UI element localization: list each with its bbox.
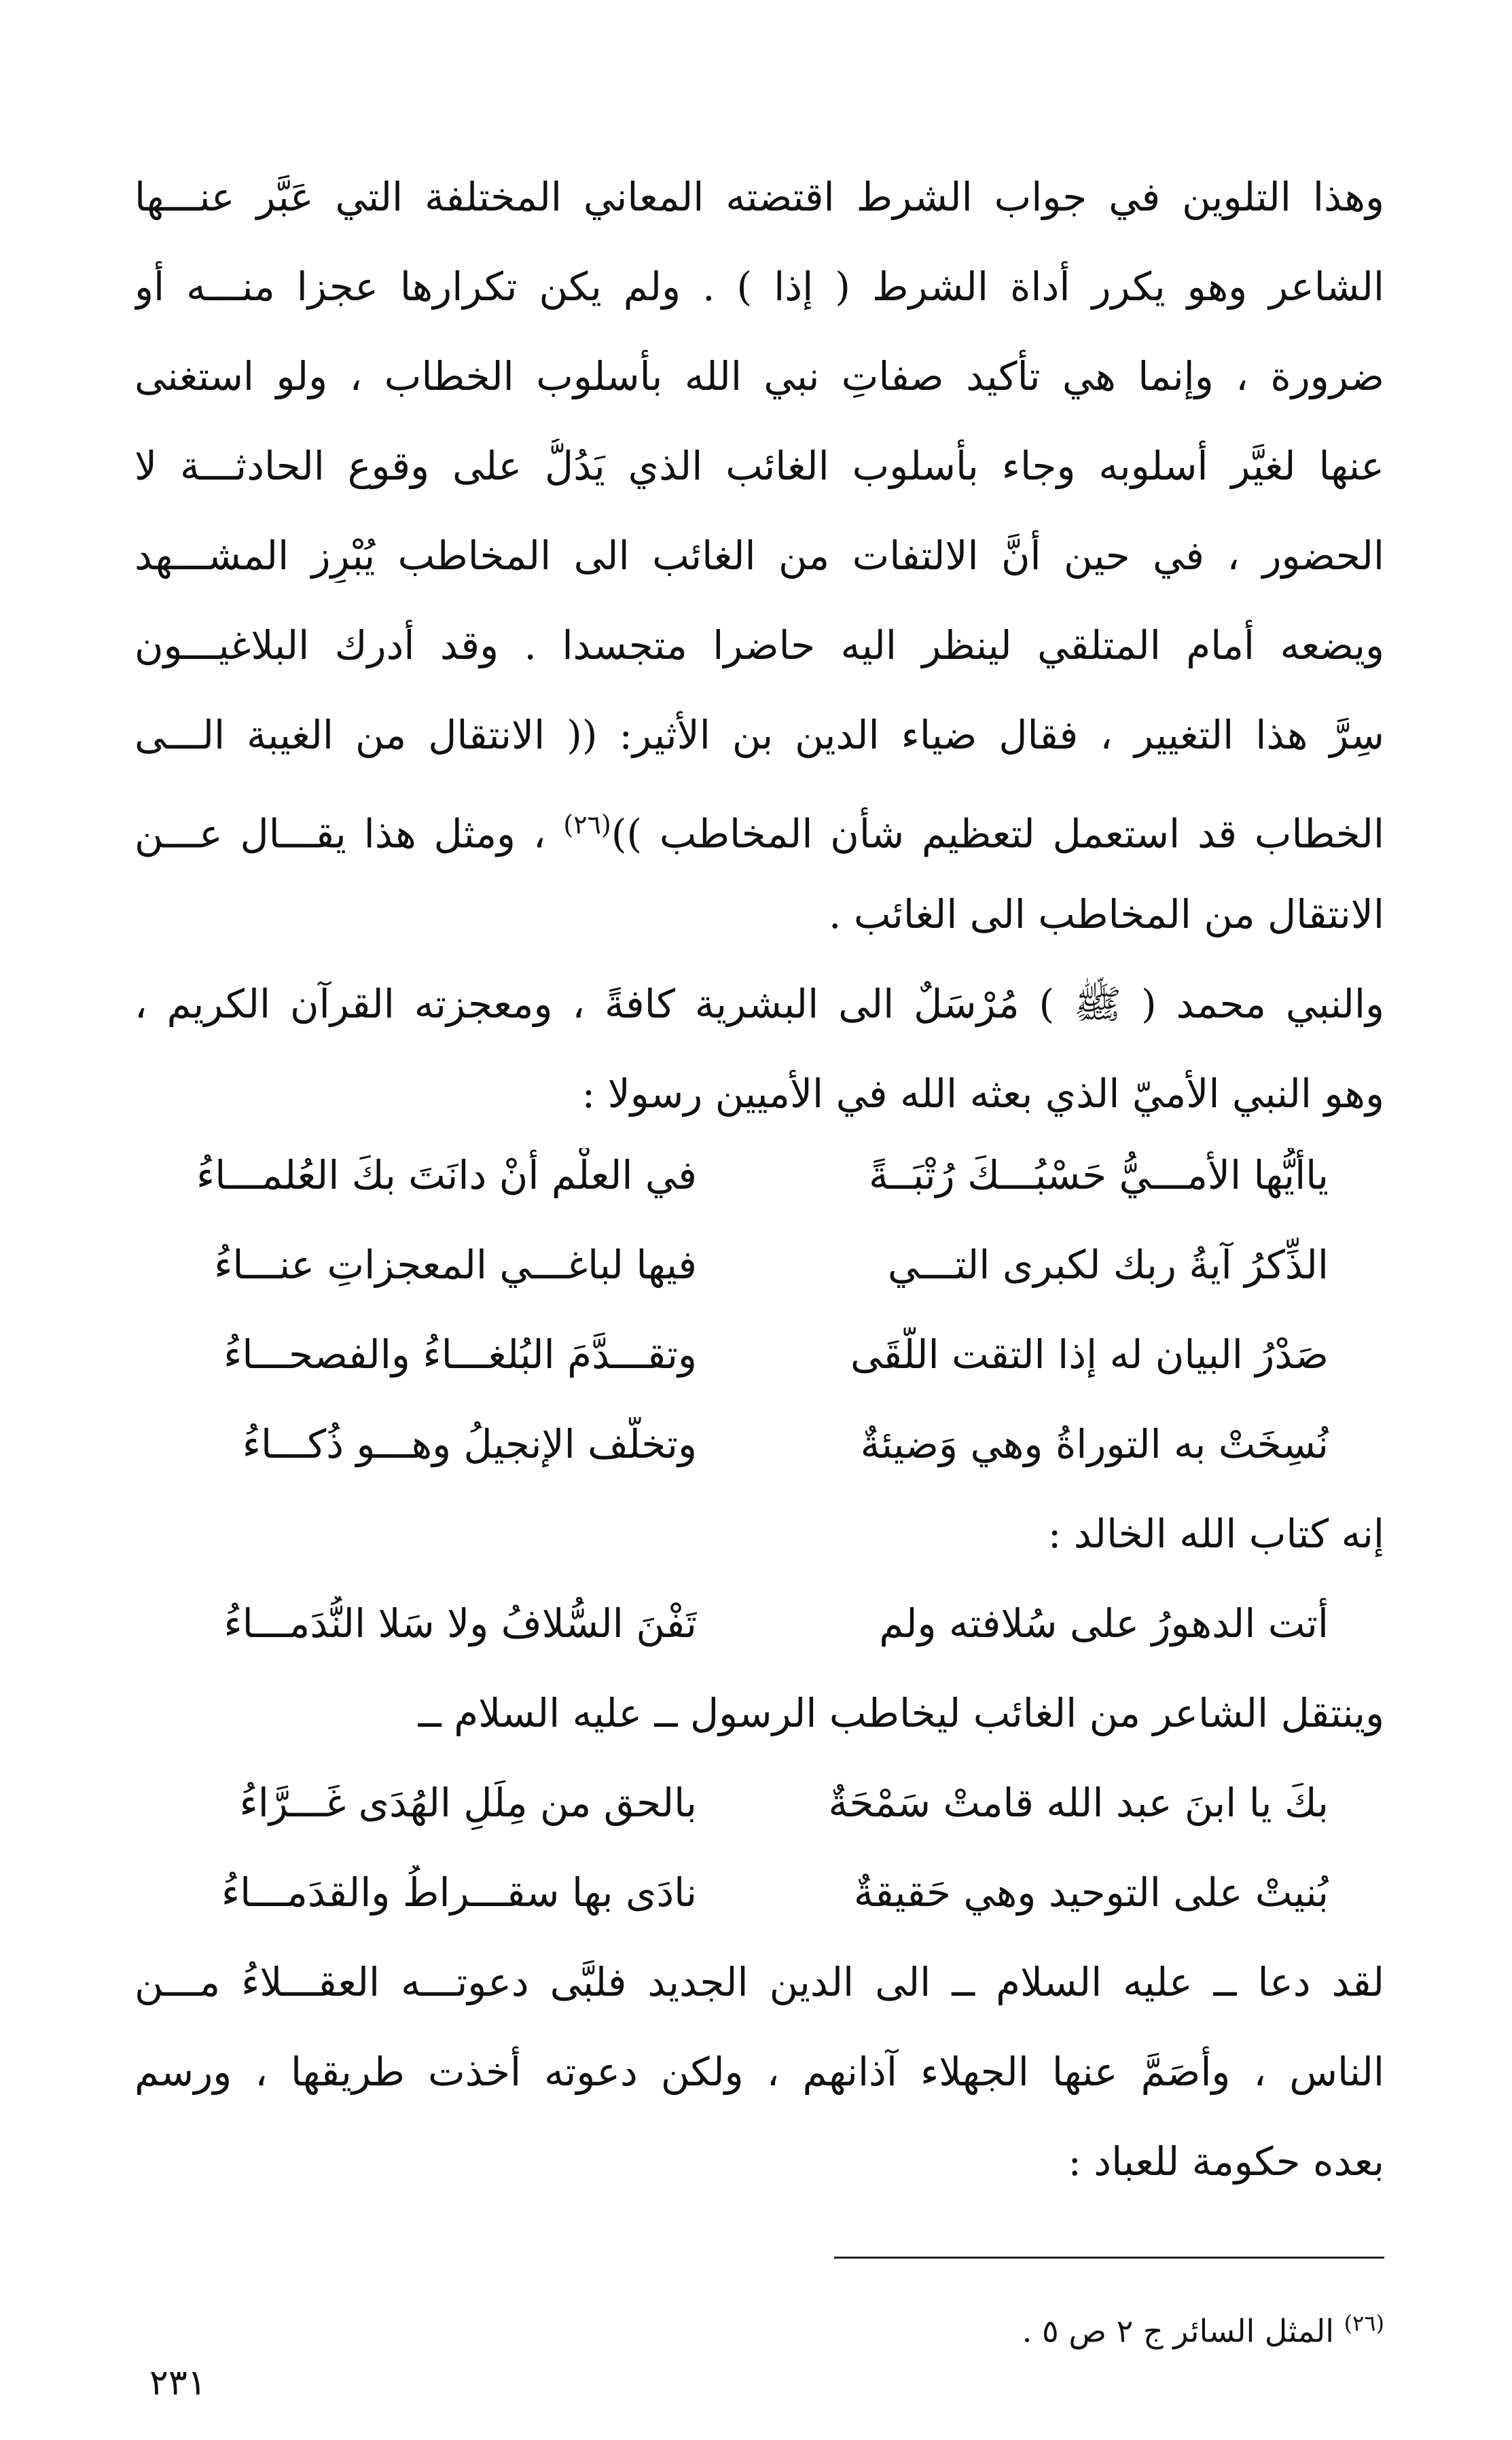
paragraph-line: الشاعر وهو يكرر أداة الشرط ( إذا ) . ولم يكن تكرارها عجزا منـــه أو [134, 264, 1384, 310]
verse-second-hemistich: بالحق من مِلَلِ الهُدَى غَـــرَّاءُ [239, 1780, 697, 1826]
line-continuation: ، ومثل هذا يقـــال عـــن [134, 810, 564, 857]
paragraph-line: ويضعه أمام المتلقي لينظر اليه حاضرا متجسدا . وقد أدرك البلاغيـــون [134, 622, 1384, 668]
verse-second-hemistich: نادَى بها سقـــراطُ والقدَمـــاءُ [221, 1869, 697, 1916]
verse-first-hemistich: ياأيُّها الأمـــيُّ حَسْبُـــكَ رُتْبَــةً [868, 1152, 1329, 1198]
verse-first-hemistich: صَدْرُ البيان له إذا التقت اللُّقَى [850, 1331, 1329, 1378]
footnote-number: (٢٦) [1344, 2310, 1384, 2336]
paragraph-line: الناس ، وأصَمَّ عنها الجهلاء آذانهم ، ولكن دعوته أخذت طريقها ، ورسم [134, 2049, 1384, 2095]
verse-second-hemistich: وتقـــدَّمَ البُلغـــاءُ والفصحـــاءُ [223, 1331, 697, 1378]
verse-first-hemistich: الذِّكرُ آيةُ ربك لكبرى التـــي [887, 1242, 1329, 1288]
paragraph-line: لقد دعا ــ عليه السلام ــ الى الدين الجديد فلبَّى دعوتـــه العقـــلاءُ مـــن [134, 1959, 1384, 2005]
footnote-separator [834, 2257, 1384, 2259]
paragraph-line: وهذا التلوين في جواب الشرط اقتضته المعاني المختلفة التي عَبَّر عنـــها [134, 174, 1384, 220]
paragraph-line: والنبي محمد ( ﷺ ) مُرْسَلٌ الى البشرية كافةً ، ومعجزته القرآن الكريم ، [134, 981, 1384, 1027]
page-number: ٢٣١ [149, 2363, 206, 2403]
verse-second-hemistich: فيها لباغـــي المعجزاتِ عنـــاءُ [214, 1242, 697, 1288]
intro-line: وينتقل الشاعر من الغائب ليخاطب الرسول ــ عليه السلام ــ [418, 1690, 1384, 1736]
paragraph-line-with-footnote-ref [134, 797, 1384, 861]
quoted-text: الخطاب قد استعمل لتعظيم شأن المخاطب )) [611, 810, 1384, 857]
paragraph-line: بعده حكومة للعباد : [1068, 2138, 1384, 2185]
paragraph-line: سِرَّ هذا التغيير ، فقال ضياء الدين بن الأثير: (( الانتقال من الغيبة الـــى [134, 712, 1384, 758]
verse-second-hemistich: في العلْم أنْ دانَتَ بكَ العُلمـــاءُ [196, 1152, 697, 1198]
paragraph-line: الانتقال من المخاطب الى الغائب . [828, 891, 1384, 937]
paragraph-line: ضرورة ، وإنما هي تأكيد صفاتِ نبي الله بأسلوب الخطاب ، ولو استغنى [134, 353, 1384, 399]
verse-first-hemistich: بُنيتْ على التوحيد وهي حَقيقةٌ [853, 1869, 1329, 1916]
verse-first-hemistich: أتت الدهورُ على سُلافته ولم [879, 1600, 1329, 1647]
paragraph-line: عنها لغيَّر أسلوبه وجاء بأسلوب الغائب الذي يَدُلُّ على وقوع الحادثـــة لا [134, 443, 1384, 489]
footnote-text: المثل السائر ج ٢ ص ٥ . [1022, 2312, 1344, 2350]
verse-first-hemistich: بكَ يا ابنَ عبد الله قامتْ سَمْحَةٌ [828, 1780, 1329, 1826]
paragraph-line: الحضور ، في حين أنَّ الالتفات من الغائب الى المخاطب يُبْرِز المشـــهد [134, 533, 1384, 579]
footnote [569, 2303, 1384, 2351]
verse-second-hemistich: وتخلَّف الإنجيلُ وهـــو ذُكـــاءُ [242, 1421, 697, 1467]
footnote-reference: (٢٦) [563, 810, 611, 840]
paragraph-line: وهو النبي الأميّ الذي بعثه الله في الأميين رسولا : [581, 1071, 1384, 1117]
intro-line: إنه كتاب الله الخالد : [1047, 1511, 1384, 1557]
verse-first-hemistich: نُسِخَتْ به التوراةُ وهي وَضيئةٌ [860, 1421, 1329, 1467]
verse-second-hemistich: تَفْنَ السُّلافُ ولا سَلا النُّدَمـــاءُ [223, 1600, 697, 1647]
